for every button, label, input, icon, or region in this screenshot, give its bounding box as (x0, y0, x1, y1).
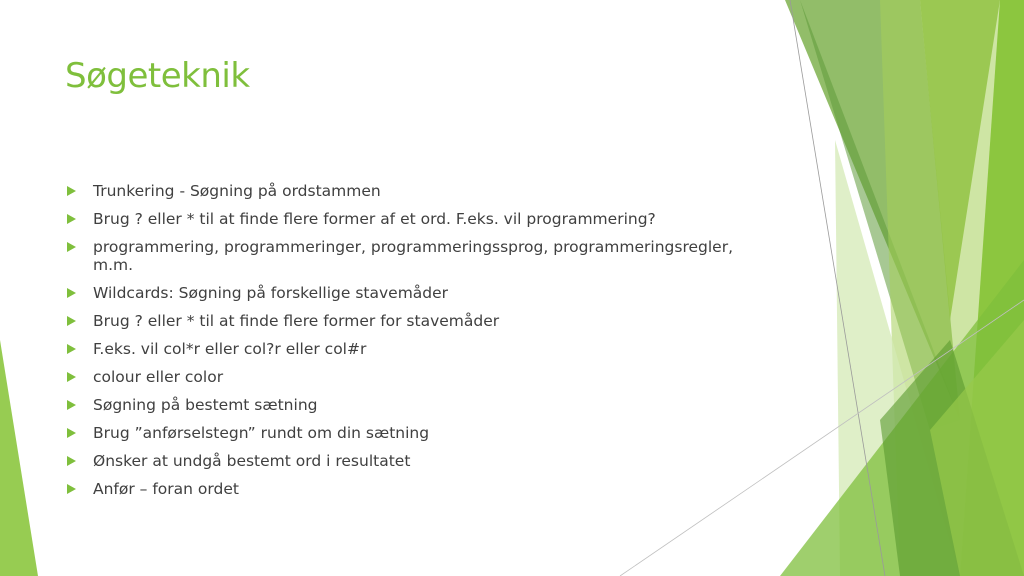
triangle-bullet-icon (67, 456, 76, 466)
bullet-text: Wildcards: Søgning på forskellige stavemåder (93, 284, 449, 302)
list-item (66, 210, 766, 228)
list-item (66, 238, 766, 274)
list-item (66, 424, 766, 442)
bullet-text: Brug ? eller * til at finde flere former af et ord. F.eks. vil programmering? (93, 210, 656, 228)
triangle-bullet-icon (67, 186, 76, 196)
triangle-bullet-icon (67, 372, 76, 382)
list-item (66, 480, 766, 498)
list-item (66, 396, 766, 414)
bullet-text: Søgning på bestemt sætning (93, 396, 318, 414)
bullet-text: F.eks. vil col*r eller col?r eller col#r (93, 340, 367, 358)
bullet-text: Anfør – foran ordet (93, 480, 239, 498)
list-item (66, 182, 766, 200)
triangle-bullet-icon (67, 484, 76, 494)
triangle-bullet-icon (67, 400, 76, 410)
triangle-bullet-icon (67, 428, 76, 438)
bullet-text: Ønsker at undgå bestemt ord i resultatet (93, 452, 411, 470)
bullet-text: colour eller color (93, 368, 224, 386)
triangle-bullet-icon (67, 242, 76, 252)
bullet-list (66, 182, 766, 508)
list-item (66, 340, 766, 358)
triangle-bullet-icon (67, 316, 76, 326)
slide-title: Søgeteknik (65, 56, 250, 96)
triangle-bullet-icon (67, 288, 76, 298)
list-item (66, 452, 766, 470)
bullet-text: Brug ? eller * til at finde flere former for stavemåder (93, 312, 500, 330)
bullet-text: Brug ”anførselstegn” rundt om din sætning (93, 424, 430, 442)
bullet-text: programmering, programmeringer, programmeringssprog, programmeringsregler, m.m. (93, 238, 733, 274)
list-item (66, 368, 766, 386)
list-item (66, 312, 766, 330)
bullet-text: Trunkering - Søgning på ordstammen (93, 182, 381, 200)
triangle-bullet-icon (67, 344, 76, 354)
triangle-bullet-icon (67, 214, 76, 224)
list-item (66, 284, 766, 302)
